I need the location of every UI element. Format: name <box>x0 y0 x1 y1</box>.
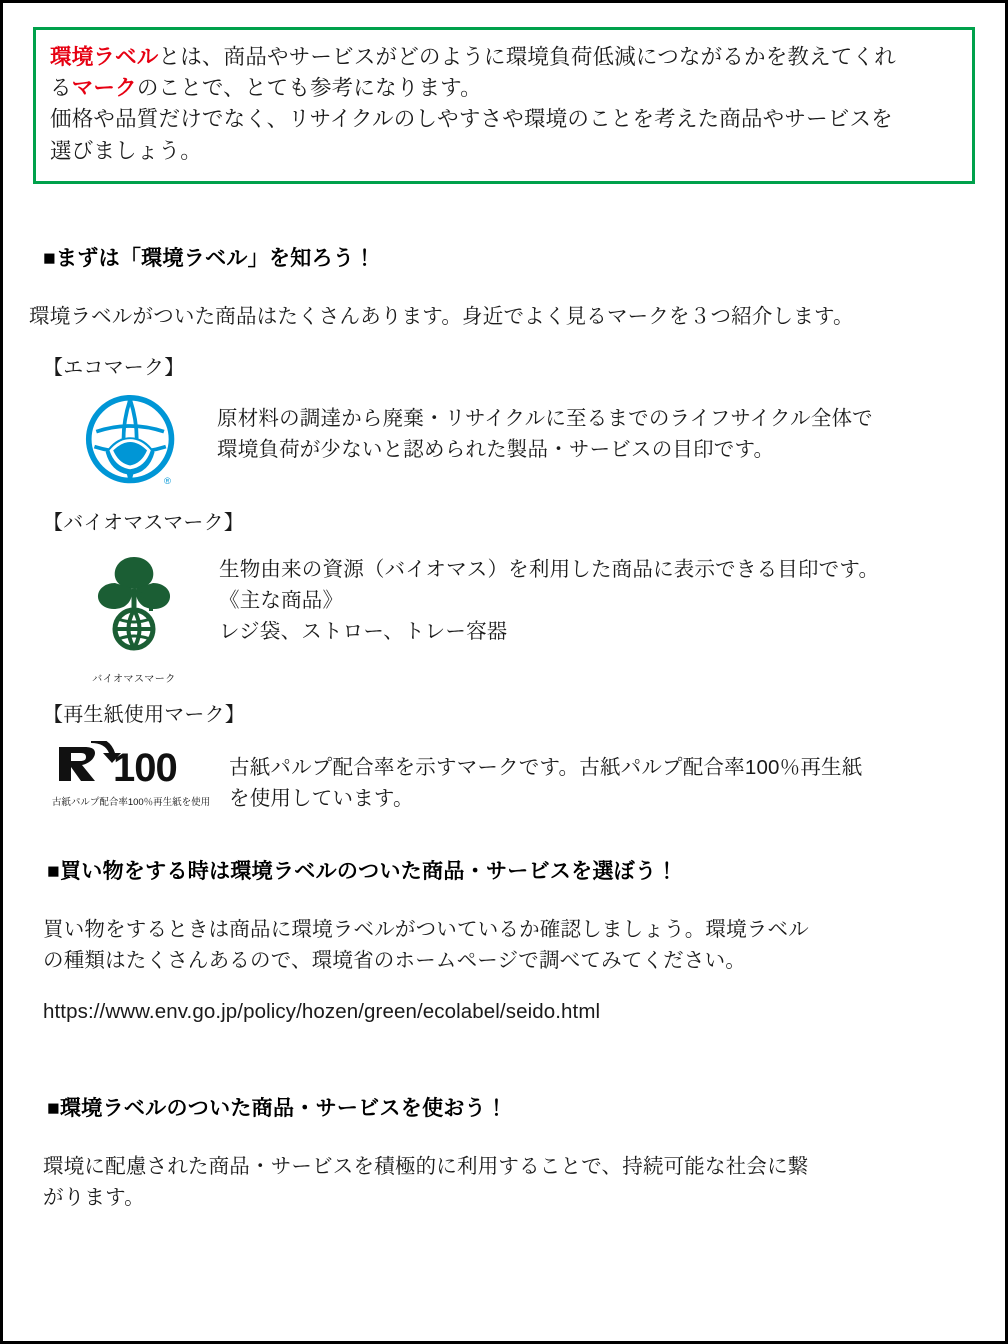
intro-line-1 <box>50 42 958 73</box>
section-heading-know-eco-labels: ■まずは「環境ラベル」を知ろう！ <box>43 246 376 270</box>
biomass-mark-desc-line-2: 《主な商品》 <box>219 589 344 613</box>
intro-line-1-rest: とは、商品やサービスがどのように環境負荷低減につながるかを教えてくれ <box>158 45 896 69</box>
mark-title-eco: 【エコマーク】 <box>43 357 185 380</box>
section-2-body-line-2: の種類はたくさんあるので、環境省のホームページで調べてみてください。 <box>43 948 746 972</box>
section-heading-use-labeled-products: ■環境ラベルのついた商品・サービスを使おう！ <box>47 1097 508 1121</box>
recycled-paper-mark-figure <box>41 741 221 808</box>
eco-mark-description <box>207 394 979 466</box>
mark-row-recycled-paper <box>29 741 979 815</box>
recycled-paper-desc-line-2: を使用しています。 <box>229 787 414 811</box>
intro-line-2-rest: のことで、とても参考になります。 <box>136 76 482 101</box>
biomass-mark-desc-line-1: 生物由来の資源（バイオマス）を利用した商品に表示できる目印です。 <box>219 558 880 582</box>
mark-row-biomass <box>29 549 979 685</box>
section-2-body-line-1: 買い物をするときは商品に環境ラベルがついているか確認しましょう。環境ラベル <box>43 917 809 941</box>
recycled-paper-mark-icon <box>51 741 211 792</box>
biomass-mark-caption: バイオマスマーク <box>92 674 176 686</box>
intro-line-2 <box>50 73 958 104</box>
intro-line-3: 価格や品質だけでなく、リサイクルのしやすさや環境のことを考えた商品やサービスを <box>50 107 893 132</box>
recycled-paper-mark-description <box>221 741 979 815</box>
section-heading-choose-labeled-products: ■買い物をする時は環境ラベルのついた商品・サービスを選ぼう！ <box>47 859 678 883</box>
ministry-of-environment-url[interactable]: https://www.env.go.jp/policy/hozen/green/ecolabel/seido.html <box>43 999 601 1023</box>
biomass-mark-desc-line-3: レジ袋、ストロー、トレー容器 <box>219 619 508 643</box>
recycled-paper-mark-caption: 古紙パルプ配合率100％再生紙を使用 <box>51 797 211 809</box>
intro-line-4: 選びましょう。 <box>50 138 202 163</box>
eco-mark-desc-line-2: 環境負荷が少ないと認められた製品・サービスの目印です。 <box>217 438 775 462</box>
eco-mark-figure <box>57 394 207 493</box>
intro-callout-box <box>33 27 975 184</box>
biomass-mark-icon <box>91 549 177 666</box>
intro-keyword-eco-label: 環境ラベル <box>50 45 159 69</box>
section-3-body-line-2: がります。 <box>43 1185 145 1209</box>
intro-line-2-prefix: る <box>50 76 72 101</box>
biomass-mark-description <box>209 549 979 647</box>
mark-title-biomass: 【バイオマスマーク】 <box>43 512 244 535</box>
svg-text:®: ® <box>163 475 171 487</box>
recycled-paper-desc-line-1: 古紙パルプ配合率を示すマークです。古紙パルプ配合率100％再生紙 <box>229 756 863 780</box>
eco-mark-desc-line-1: 原材料の調達から廃棄・リサイクルに至るまでのライフサイクル全体で <box>217 407 873 431</box>
eco-mark-icon <box>85 394 179 493</box>
mark-row-eco <box>29 394 979 493</box>
intro-keyword-mark: マーク <box>71 76 137 101</box>
svg-text:100: 100 <box>113 746 177 788</box>
biomass-mark-figure <box>59 549 209 685</box>
section-3-body-line-1: 環境に配慮された商品・サービスを積極的に利用することで、持続可能な社会に繋 <box>43 1155 809 1179</box>
section-1-intro-text: 環境ラベルがついた商品はたくさんあります。身近でよく見るマークを３つ紹介します。 <box>29 304 854 328</box>
mark-title-recycled-paper: 【再生紙使用マーク】 <box>43 704 245 727</box>
